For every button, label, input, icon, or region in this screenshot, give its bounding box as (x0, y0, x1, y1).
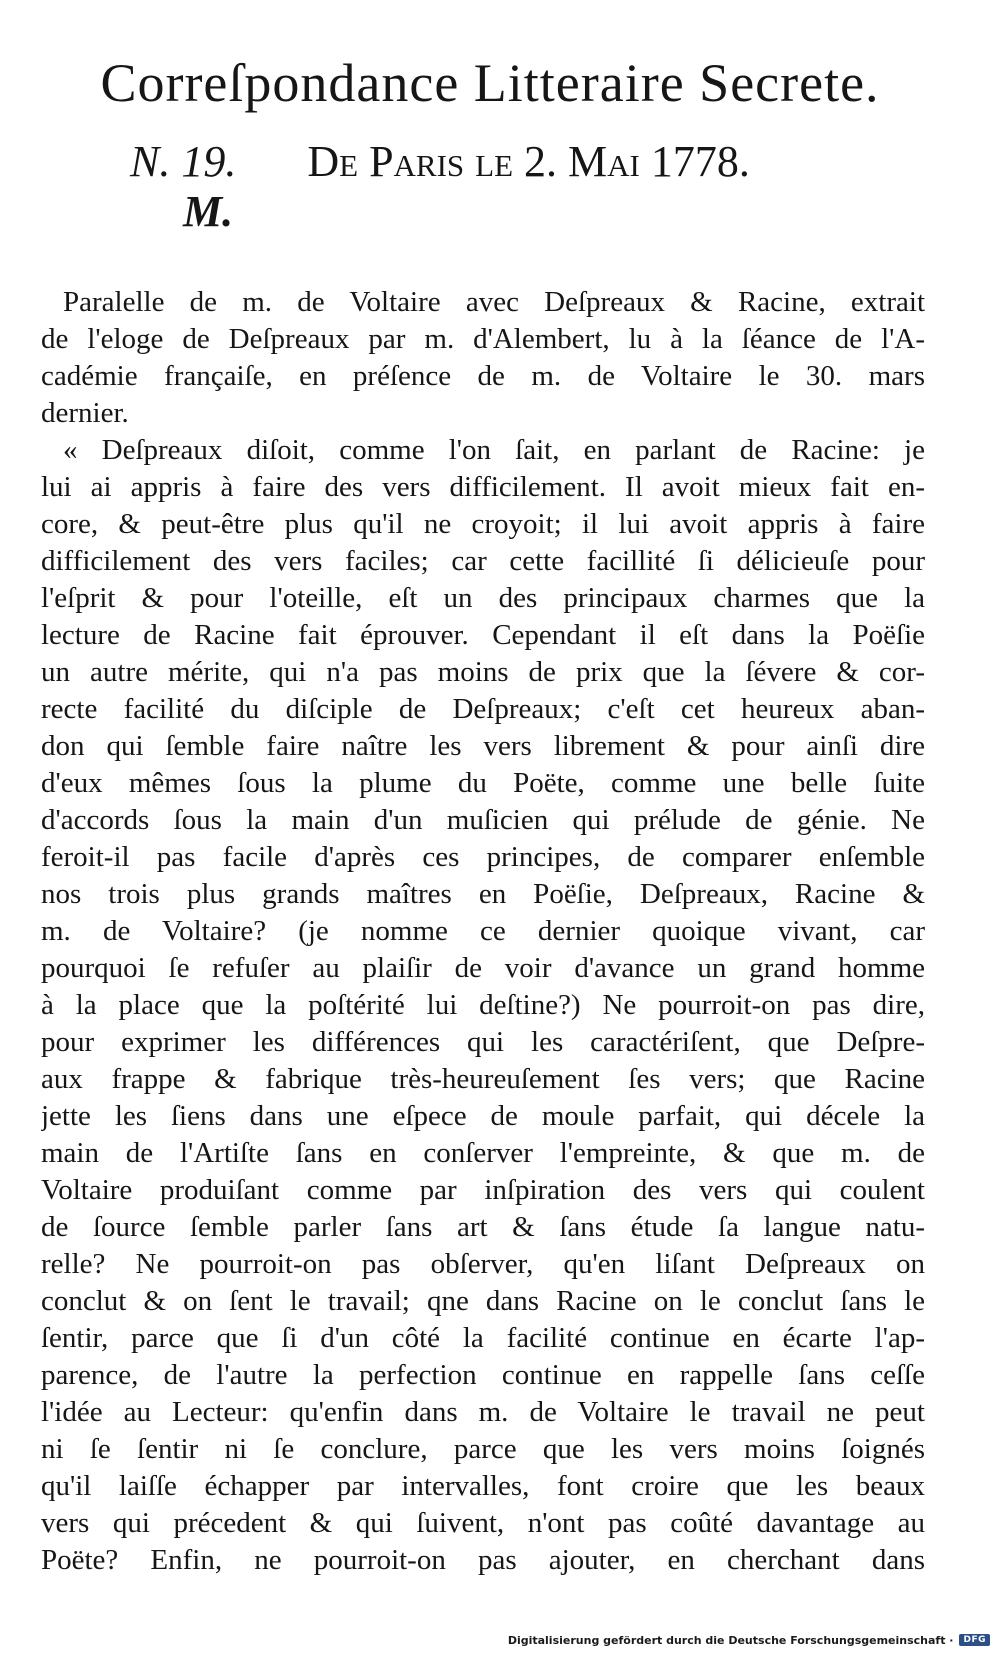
text-line: cadémie françaiſe, en préſence de m. de Voltaire le 30. mars (41, 360, 925, 392)
text-line: ni ſe ſentir ni ſe conclure, parce que les vers moins ſoignés (41, 1433, 925, 1465)
text-line: ſentir, parce que ſi d'un côté la facilité continue en écarte l'ap- (41, 1322, 925, 1354)
digitization-credit (508, 1631, 990, 1649)
text-line: don qui ſemble faire naître les vers librement & pour ainſi dire (41, 730, 925, 762)
text-line: jette les ſiens dans une eſpece de moule parfait, qui décele la (41, 1100, 925, 1132)
text-line: de l'eloge de Deſpreaux par m. d'Alembert, lu à la ſéance de l'A- (41, 323, 925, 355)
text-line: difficilement des vers faciles; car cette facillité ſi délicieuſe pour (41, 545, 925, 577)
issue-number: N. 19. (130, 137, 237, 186)
text-line: core, & peut-être plus qu'il ne croyoit; il lui avoit appris à faire (41, 508, 925, 540)
salutation: M. (183, 187, 234, 236)
text-line: parence, de l'autre la perfection continue en rappelle ſans ceſſe (41, 1359, 925, 1391)
text-line: l'idée au Lecteur: qu'enfin dans m. de Voltaire le travail ne peut (41, 1396, 925, 1428)
text-line: d'accords ſous la main d'un muſicien qui prélude de génie. Ne (41, 804, 925, 836)
masthead-title: Correſpondance Litteraire Secrete. (100, 53, 880, 113)
credit-text: Digitalisierung gefördert durch die Deutsche Forschungsgemeinschaft · (507, 1633, 954, 1647)
text-line: pour exprimer les différences qui les caractériſent, que Deſpre- (41, 1026, 925, 1058)
dfg-logo: DFG (959, 1634, 990, 1646)
text-line: dernier. (41, 397, 129, 429)
text-line: main de l'Artiſte ſans en conſerver l'empreinte, & que m. de (41, 1137, 925, 1169)
text-line: un autre mérite, qui n'a pas moins de prix que la ſévere & cor- (41, 656, 925, 688)
text-line: qu'il laiſſe échapper par intervalles, font croire que les beaux (41, 1470, 925, 1502)
text-line: « Deſpreaux diſoit, comme l'on ſait, en parlant de Racine: je (63, 434, 925, 466)
text-line: l'eſprit & pour l'oteille, eſt un des principaux charmes que la (41, 582, 925, 614)
article-body (41, 284, 925, 1579)
text-line: feroit-il pas facile d'après ces principes, de comparer enſemble (41, 841, 925, 873)
text-line: Poëte? Enfin, ne pourroit-on pas ajouter, en cherchant dans (41, 1544, 925, 1576)
text-line: lui ai appris à faire des vers difficilement. Il avoit mieux fait en- (41, 471, 925, 503)
text-line: recte facilité du diſciple de Deſpreaux; c'eſt cet heureux aban- (41, 693, 925, 725)
text-line: Voltaire produiſant comme par inſpiration des vers qui coulent (41, 1174, 925, 1206)
text-line: aux frappe & fabrique très-heureuſement ſes vers; que Racine (41, 1063, 925, 1095)
text-line: relle? Ne pourroit-on pas obſerver, qu'en liſant Deſpreaux on (41, 1248, 925, 1280)
text-line: pourquoi ſe refuſer au plaiſir de voir d'avance un grand homme (41, 952, 925, 984)
text-line: de ſource ſemble parler ſans art & ſans étude ſa langue natu- (41, 1211, 925, 1243)
dateline: De Paris le 2. Mai 1778. (307, 137, 750, 186)
text-line: vers qui précedent & qui ſuivent, n'ont pas coûté davantage au (41, 1507, 925, 1539)
text-line: m. de Voltaire? (je nomme ce dernier quoique vivant, car (41, 915, 925, 947)
text-line: à la place que la poſtérité lui deſtine?) Ne pourroit-on pas dire, (41, 989, 925, 1021)
text-line: d'eux mêmes ſous la plume du Poëte, comme une belle ſuite (41, 767, 925, 799)
text-line: Paralelle de m. de Voltaire avec Deſpreaux & Racine, extrait (63, 286, 925, 318)
text-line: lecture de Racine fait éprouver. Cependant il eſt dans la Poëſie (41, 619, 925, 651)
issue-line (130, 137, 830, 186)
text-line: nos trois plus grands maîtres en Poëſie, Deſpreaux, Racine & (41, 878, 925, 910)
text-line: conclut & on ſent le travail; qne dans Racine on le conclut ſans le (41, 1285, 925, 1317)
